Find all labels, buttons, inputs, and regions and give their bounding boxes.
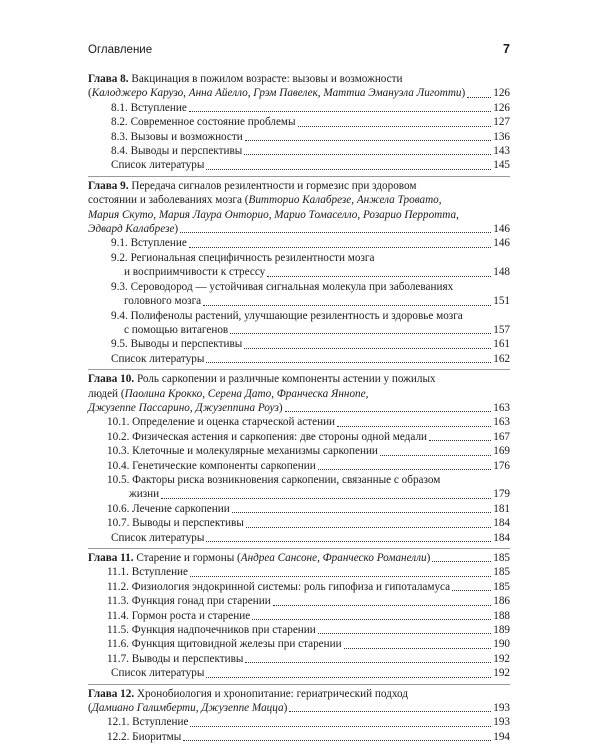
dot-leader <box>230 333 491 334</box>
toc-entry[interactable]: 10.3. Клеточные и молекулярные механизмы саркопении 169 <box>107 445 510 458</box>
chapter-title: Роль саркопении и различные компоненты астении у пожилых <box>136 373 436 386</box>
page-ref: 176 <box>493 459 510 472</box>
toc-entry[interactable]: 11.1. Вступление 185 <box>107 566 510 579</box>
dot-leader <box>244 154 491 155</box>
toc-entry[interactable]: 9.3. Сероводород — устойчивая сигнальная молекула при заболеваниях <box>111 280 454 293</box>
page-ref: 193 <box>493 702 510 715</box>
chapter-authors: Паолина Крокко, Серена Дато, Франческа Яннone, <box>124 387 369 400</box>
dot-leader <box>344 648 492 649</box>
chapter-authors: Калоджеро Карузо, Анна Айелло, Грэм Павелек, Маттиа Эмануэла Лиготти <box>91 87 462 100</box>
page-ref: 169 <box>493 445 510 458</box>
running-head-title: Оглавление <box>88 44 153 56</box>
chapter-heading: Глава 11. Старение и гормоны (Андреа Сансоне, Франческо Романелли) 185 <box>88 552 510 564</box>
dot-leader <box>180 232 491 233</box>
dot-leader <box>298 126 492 127</box>
chapter-authors-cont: Эдвард Калабрезе <box>88 223 175 236</box>
dot-leader <box>267 276 491 277</box>
dot-leader <box>245 662 491 663</box>
page-ref: 192 <box>493 667 510 680</box>
chapter-authors: Витторио Калабрезе, Анжела Тровато <box>248 194 439 207</box>
page-number: 7 <box>503 42 510 56</box>
page-ref: 185 <box>493 580 510 593</box>
toc-entry[interactable]: 10.6. Лечение саркопении 181 <box>107 502 510 515</box>
dot-leader <box>206 362 491 363</box>
chapter-heading <box>88 72 510 86</box>
dot-leader <box>318 469 492 470</box>
dot-leader <box>232 512 491 513</box>
dot-leader <box>429 440 491 441</box>
chapter-9[interactable]: Глава 9. Передача сигналов резилентности и гормезис при здоровом состоянии и заболеваниях мозга (Витторио Калабрезе, Анжела Тровато, Мария Скуто, Мария Лаура Онторио, Марио Томаселло, Розарио Пеpротта, Эдвард Калабрезе) 146 9.1. Вступление 146 9.2. Региональная специфичность резилентности мозга и восприимчивости к стрессу 148 9.3. Сероводород — устойчивая сигнальная молекула при заболеваниях головного мозга 151 9.4. Полифенолы растений, улучшающие резилентность и здоровье мозга с помощью витагенов 157 9.5. Выводы и перспективы 161 Список литературы 162 <box>88 176 510 366</box>
page-ref: 145 <box>493 159 510 172</box>
chapter-heading <box>88 372 510 386</box>
page-ref: 186 <box>493 595 510 608</box>
toc-entry-cont: жизни 179 <box>129 488 510 501</box>
chapter-authors-cont: Джузеппе Пассарино, Джузеппина Роуз <box>88 401 279 414</box>
page-ref: 184 <box>493 517 510 530</box>
page-ref: 188 <box>493 609 510 622</box>
chapter-title: Старение и гормоны <box>136 552 235 564</box>
page-ref: 194 <box>493 730 510 743</box>
page-ref: 167 <box>493 430 510 443</box>
toc-entry-bibliography[interactable]: Список литературы 192 <box>111 667 510 680</box>
page-ref: 161 <box>493 338 510 351</box>
toc-entry-bibliography[interactable]: Список литературы 145 <box>111 159 510 172</box>
chapter-8[interactable] <box>88 72 510 173</box>
chapter-authors: Андреа Сансоне, Франческо Романелли <box>240 552 427 564</box>
chapter-heading <box>88 179 510 193</box>
page-ref: 192 <box>493 652 510 665</box>
toc-entry[interactable]: 8.3. Вызовы и возможности 136 <box>111 130 510 143</box>
dot-leader <box>467 97 491 98</box>
toc-entry[interactable]: 11.3. Функция гонад при старении 186 <box>107 595 510 608</box>
toc-entry[interactable]: 10.7. Выводы и перспективы 184 <box>107 517 510 530</box>
toc-entry-bibliography[interactable]: Список литературы 162 <box>111 352 510 365</box>
chapter-title: Вакцинация в пожилом возрасте: вызовы и возможности <box>131 73 403 85</box>
dot-leader <box>452 590 491 591</box>
page-ref: 184 <box>493 531 510 544</box>
dot-leader <box>161 498 491 499</box>
page-ref: 185 <box>493 552 510 564</box>
page-ref: 127 <box>493 116 510 129</box>
chapter-heading <box>88 687 510 701</box>
toc-entry[interactable]: 8.2. Современное состояние проблемы 127 <box>111 116 510 129</box>
dot-leader <box>337 426 491 427</box>
chapter-label: Глава 9. <box>88 179 129 192</box>
toc-entry[interactable]: 9.1. Вступление 146 <box>111 237 510 250</box>
page-ref: 181 <box>493 502 510 515</box>
chapter-label: Глава 12. <box>88 687 135 700</box>
dot-leader <box>252 619 491 620</box>
chapter-authors: Дамиано Галимберти, Джузеппе Мацца <box>91 702 284 715</box>
page-ref: 163 <box>493 416 510 429</box>
toc-entry[interactable]: 10.2. Физическая астения и саркопения: две стороны одной медали 167 <box>107 430 510 443</box>
page-ref: 126 <box>493 101 510 114</box>
toc-entry[interactable]: 11.5. Функция надпочечников при старении 189 <box>107 624 510 637</box>
dot-leader <box>206 541 491 542</box>
dot-leader <box>244 348 491 349</box>
dot-leader <box>190 576 491 577</box>
chapter-authors-row: (Дамиано Галимберти, Джузеппе Мацца) 193 <box>88 702 510 715</box>
page-ref: 190 <box>493 638 510 651</box>
page-ref: 151 <box>493 295 510 308</box>
page-ref: 163 <box>493 401 510 414</box>
dot-leader <box>380 455 491 456</box>
toc-entry[interactable]: 10.1. Определение и оценка старческой астении 163 <box>107 416 510 429</box>
toc-entry[interactable]: 11.2. Физиология эндокринной системы: роль гипофиза и гипоталамуса 185 <box>107 580 510 593</box>
dot-leader <box>318 633 491 634</box>
chapter-label: Глава 11. <box>88 552 134 564</box>
chapter-11[interactable] <box>88 548 510 681</box>
dot-leader <box>273 605 491 606</box>
page-ref: 193 <box>493 716 510 729</box>
chapter-title-cont: состоянии и заболеваниях мозга <box>88 194 242 207</box>
dot-leader <box>246 527 491 528</box>
toc-entry-cont: с помощью витагенов 157 <box>124 323 510 336</box>
page-ref: 143 <box>493 145 510 158</box>
dot-leader <box>432 561 491 562</box>
chapter-10[interactable]: Глава 10. Роль саркопении и различные компоненты астении у пожилых людей (Паолина Крокко, Серена Дато, Франческа Яннone, Джузеппе Пассарино, Джузеппина Роуз) 163 10.1. Определение и оценка старческой астении 163 10.2. Физическая астения и саркопения: две стороны одной медали 167 10.3. Клеточные и молекулярные механизмы саркопении 169 10.4. Генетические компоненты саркопении 176 10.5. Факторы риска возникновения саркопении, связанные с образом жизни 179 10.6. Лечение саркопении 181 10.7. Выводы и перспективы 184 Список литературы 184 <box>88 369 510 545</box>
dot-leader <box>285 411 492 412</box>
toc-entry[interactable]: 10.4. Генетические компоненты саркопении 176 <box>107 459 510 472</box>
table-of-contents <box>88 72 510 747</box>
dot-leader <box>189 247 491 248</box>
toc-entry[interactable]: 8.1. Вступление 126 <box>111 101 510 114</box>
running-head <box>88 42 510 60</box>
page-ref: 162 <box>493 352 510 365</box>
toc-entry[interactable]: 9.5. Выводы и перспективы 161 <box>111 338 510 351</box>
toc-entry[interactable]: 8.4. Выводы и перспективы 143 <box>111 145 510 158</box>
toc-entry[interactable]: 12.2. Биоритмы 194 <box>107 730 510 743</box>
page-ref: 179 <box>493 488 510 501</box>
page-ref: 136 <box>493 130 510 143</box>
page-ref: 157 <box>493 323 510 336</box>
toc-entry-cont: и восприимчивости к стрессу 148 <box>124 266 510 279</box>
chapter-authors-row: (Калоджеро Карузо, Анна Айелло, Грэм Павелек, Маттиа Эмануэла Лиготти) 126 <box>88 87 510 100</box>
dot-leader <box>206 169 491 170</box>
chapter-authors-cont: Мария Скуто, Мария Лаура Онторио, Марио Томаселло, Розарио Пеpротта <box>88 208 457 221</box>
chapter-label: Глава 10. <box>88 373 135 386</box>
page-ref: 189 <box>493 624 510 637</box>
dot-leader <box>190 726 491 727</box>
chapter-title: Передача сигналов резилентности и гормезис при здоровом <box>131 179 417 192</box>
page-ref: 185 <box>493 566 510 579</box>
chapter-authors-row: Джузеппе Пассарино, Джузеппина Роуз) 163 <box>88 401 510 414</box>
toc-entry[interactable]: 10.5. Факторы риска возникновения саркопении, связанные с образом <box>107 473 441 486</box>
page-ref: 146 <box>493 223 510 236</box>
toc-entry-cont: головного мозга 151 <box>124 295 510 308</box>
dot-leader <box>206 677 491 678</box>
dot-leader <box>189 111 491 112</box>
toc-entry[interactable]: 11.6. Функция щитовидной железы при старении 190 <box>107 638 510 651</box>
toc-entry[interactable]: 9.2. Региональная специфичность резилентности мозга <box>111 251 375 264</box>
toc-entry[interactable]: 11.4. Гормон роста и старение 188 <box>107 609 510 622</box>
dot-leader <box>289 711 491 712</box>
page-ref: 148 <box>493 266 510 279</box>
page-ref: 146 <box>493 237 510 250</box>
chapter-title: Хронобиология и хронопитание: гериатрический подход <box>136 687 408 700</box>
toc-entry[interactable]: 11.7. Выводы и перспективы 192 <box>107 652 510 665</box>
page-ref: 126 <box>493 87 510 100</box>
chapter-title-cont: людей <box>88 387 119 400</box>
toc-entry[interactable]: 12.1. Вступление 193 <box>107 716 510 729</box>
dot-leader <box>245 140 491 141</box>
chapter-authors-row: Эдвард Калабрезе) 146 <box>88 223 510 236</box>
chapter-label: Глава 8. <box>88 73 129 85</box>
dot-leader <box>183 740 491 741</box>
toc-entry-bibliography[interactable]: Список литературы 184 <box>111 531 510 544</box>
dot-leader <box>203 305 491 306</box>
toc-entry[interactable]: 9.4. Полифенолы растений, улучшающие резилентность и здоровье мозга <box>111 309 463 322</box>
chapter-12[interactable] <box>88 684 510 745</box>
